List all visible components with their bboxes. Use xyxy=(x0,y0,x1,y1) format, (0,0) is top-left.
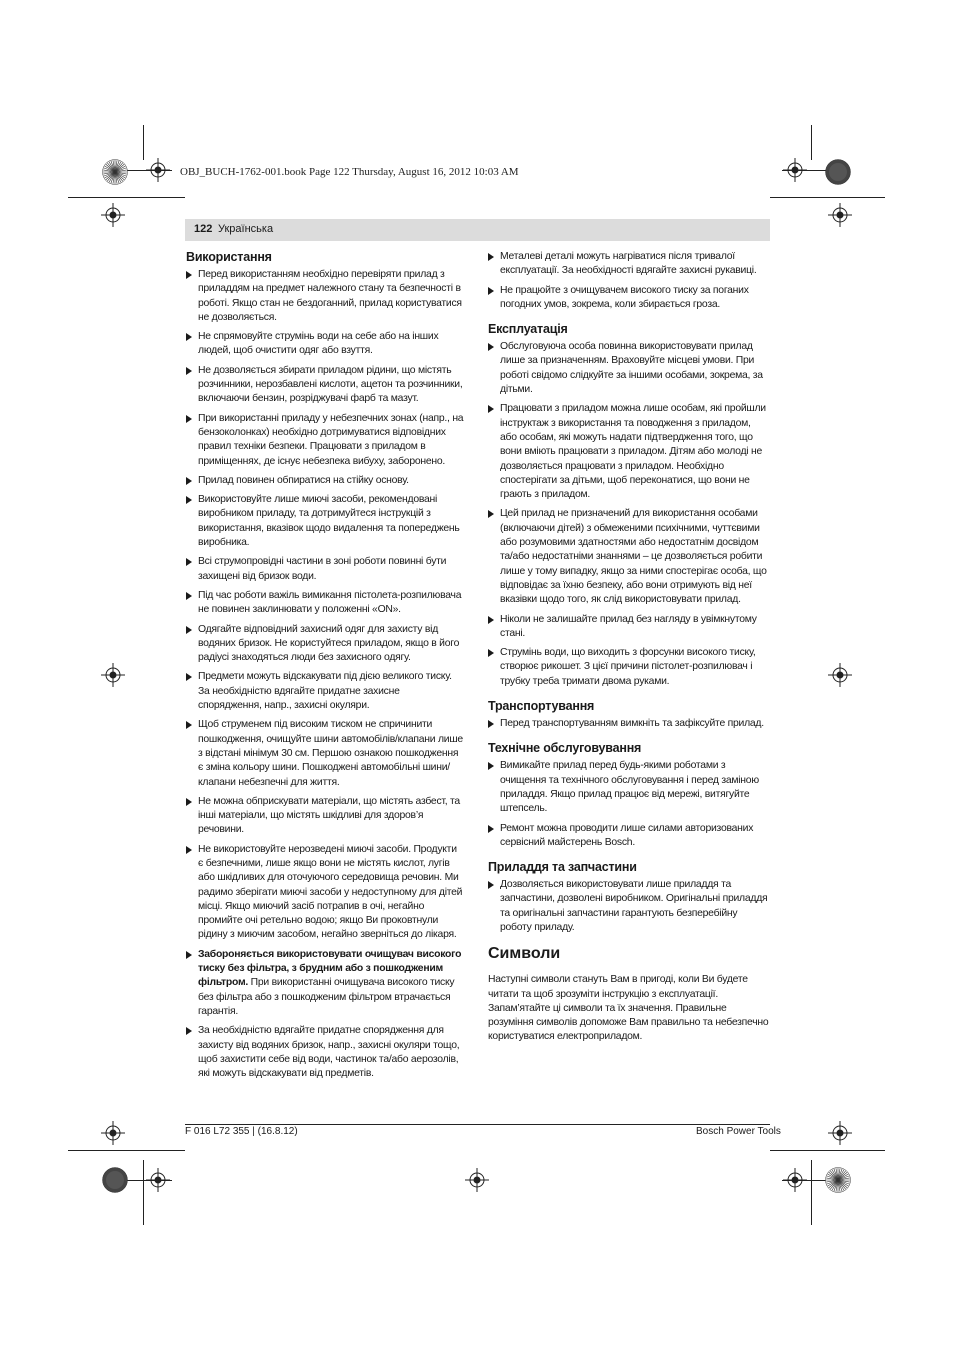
bullet-icon xyxy=(186,626,192,634)
bullet-icon xyxy=(186,415,192,423)
bullet-icon xyxy=(186,496,192,504)
bullet-icon xyxy=(488,616,494,624)
list-item: Цей прилад не призначений для використання особами (включаючи дітей) з обмеженими психічними, чуттєвими або розумовими здатностями або недостатнім досвідом та/або недостатніми знаннями – це дозволяється робити лише у тому випадку, якщо за ними спостерігає особа, що відповідає за їхню безпеку, або вони отримують від неї вказівки щодо того, як слід використовувати прилад. xyxy=(488,507,770,607)
bullet-icon xyxy=(488,287,494,295)
footer-code: F 016 L72 355 | (16.8.12) xyxy=(185,1126,298,1137)
bullet-icon xyxy=(488,343,494,351)
bullet-icon xyxy=(186,271,192,279)
crop-line xyxy=(68,1150,185,1151)
bullet-icon xyxy=(488,762,494,770)
registration-mark-icon xyxy=(146,1168,170,1192)
color-disc-icon xyxy=(102,1167,128,1193)
list-item: Не можна обприскувати матеріали, що містять азбест, та інші матеріали, що містять шкідливі для здоров’я речовини. xyxy=(186,795,464,838)
section-title-maintenance: Технічне обслуговування xyxy=(488,741,642,756)
section-title-transport: Транспортування xyxy=(488,699,595,714)
color-disc-icon xyxy=(102,159,128,185)
section-title-accessories: Приладдя та запчастини xyxy=(488,860,637,875)
right-column xyxy=(488,250,770,1045)
list-item: Не дозволяється збирати приладом рідини, що містять розчинники, нерозбавлені кислоти, ацетон та розчинники, включаючи бензин, розріджувачі фарб та мазут. xyxy=(186,364,464,407)
filter-warning-bold: Забороняється використовувати очищувач високого тиску без фільтра, з брудним або з пошкодженим фільтром. xyxy=(198,948,462,989)
bullet-icon xyxy=(186,798,192,806)
bullet-icon xyxy=(186,1027,192,1035)
section-title-use: Використання xyxy=(186,250,272,264)
bullet-icon xyxy=(186,477,192,485)
bullet-icon xyxy=(186,333,192,341)
transport-list xyxy=(488,717,770,731)
bullet-icon xyxy=(488,825,494,833)
left-column xyxy=(186,250,464,1086)
registration-mark-icon xyxy=(828,663,852,687)
operation-list xyxy=(488,340,770,689)
crop-line xyxy=(811,125,812,160)
list-item: Ремонт можна проводити лише силами авторизованих сервісний майстерень Bosch. xyxy=(488,822,770,851)
crop-line xyxy=(811,1160,812,1225)
list-item: Перед транспортуванням вимкніть та зафіксуйте прилад. xyxy=(488,717,770,731)
print-info-line: OBJ_BUCH-1762-001.book Page 122 Thursday, August 16, 2012 10:03 AM xyxy=(180,166,519,178)
bullet-icon xyxy=(186,721,192,729)
list-item: Перед використанням необхідно перевіряти прилад з приладдям на предмет належного стану та безпечності в роботі. Якщо стан не бездоганний, прилад користуватися не дозволяється. xyxy=(186,268,464,325)
bullet-icon xyxy=(488,253,494,261)
list-item: Використовуйте лише миючі засоби, рекомендовані виробником приладу, та дотримуйтеся інструкцій з використання, вказівок щодо видалення та попереджень виробника. xyxy=(186,493,464,550)
list-item: За необхідністю вдягайте придатне спорядження для захисту від водяних бризок, напр., захисні окуляри тощо, щоб захистити себе від води, частинок та/або аерозолів, які можуть відскакувати від предметів. xyxy=(186,1024,464,1081)
section-title-operation: Експлуатація xyxy=(488,322,568,337)
bullet-icon xyxy=(488,649,494,657)
bullet-icon xyxy=(186,673,192,681)
registration-mark-icon xyxy=(828,1121,852,1145)
registration-mark-icon xyxy=(101,663,125,687)
list-item: Струмінь води, що виходить з форсунки високого тиску, створює рикошет. З цієї причини пістолет-розпилювач і трубку треба тримати двома руками. xyxy=(488,646,770,689)
list-item: Одягайте відповідний захисний одяг для захисту від водяних бризок. Не користуйтеся приладом, якщо в його радіусі знаходяться люди без захисного одягу. xyxy=(186,623,464,666)
list-item: При використанні приладу у небезпечних зонах (напр., на бензоколонках) необхідно дотримуватися відповідних правил техніки безпеки. Працювати з приладом в приміщеннях, де існує небезпека вибуху, заборонено. xyxy=(186,412,464,469)
list-item: Металеві деталі можуть нагріватися після тривалої експлуатації. За необхідності вдягайте захисні рукавиці. xyxy=(488,250,770,279)
list-item: Працювати з приладом можна лише особам, які пройшли інструктаж з використання та поводження з приладом, або особам, які можуть надати підтвердження того, що вони вміють працювати з приладом. Дітям або молоді не дозволяється працювати з приладом. Необхідно спостерігати за дітьми, щоб переконатися, що вони не грають з приладом. xyxy=(488,402,770,502)
registration-mark-icon xyxy=(783,1168,807,1192)
list-item: Щоб струменем під високим тиском не спричинити пошкодження, очищуйте шини автомобілів/клапани лише з відстані мінімум 30 см. Першою ознакою пошкодження є зміна кольору шини. Пошкоджені автомобільні шини/клапани небезпечні для життя. xyxy=(186,718,464,789)
crop-line xyxy=(68,197,185,198)
registration-mark-icon xyxy=(783,158,807,182)
page-header xyxy=(185,219,770,241)
list-item: Вимикайте прилад перед будь-якими роботами з очищення та технічного обслуговування і перед заміною приладдя. Якщо прилад працює від мережі, витягуйте штепсель. xyxy=(488,759,770,816)
color-disc-icon xyxy=(825,159,851,185)
crop-line xyxy=(143,1160,144,1225)
bullet-icon xyxy=(186,846,192,854)
list-item: Всі струмопровідні частини в зоні роботи повинні бути захищені від бризок води. xyxy=(186,555,464,584)
accessories-list xyxy=(488,878,770,935)
list-item: Обслуговуюча особа повинна використовувати прилад лише за призначенням. Враховуйте місцеві умови. При роботі свідомо слідкуйте за іншими особами, зокрема, за дітьми. xyxy=(488,340,770,397)
bullet-icon xyxy=(186,558,192,566)
footer-rule xyxy=(185,1124,770,1125)
symbols-text: Наступні символи стануть Вам в пригоді, коли Ви будете читати та щоб зрозуміти інструкцію з експлуатації. Запам’ятайте ці символи та їх значення. Правильне розуміння символів допоможе Вам правильно та небезпечно користуватися електроприладом. xyxy=(488,974,769,1043)
use-list xyxy=(186,268,464,1081)
registration-mark-icon xyxy=(101,1121,125,1145)
list-item: Не спрямовуйте струмінь води на себе або на інших людей, щоб очистити одяг або взуття. xyxy=(186,330,464,359)
crop-line xyxy=(770,197,885,198)
list-item: Ніколи не залишайте прилад без нагляду в увімкнутому стані. xyxy=(488,613,770,642)
list-item-filter-warning: Забороняється використовувати очищувач високого тиску без фільтра, з брудним або з пошкодженим фільтром. При використанні очищувача високого тиску без фільтра або з пошкодженим фільтром втрачається гарантія. xyxy=(186,948,464,1019)
list-item: Дозволяється використовувати лише приладдя та запчастини, дозволені виробником. Оригінальні приладдя та оригінальні запчастини гарантують безперебійну роботу приладу. xyxy=(488,878,770,935)
bullet-icon xyxy=(186,367,192,375)
registration-mark-icon xyxy=(146,158,170,182)
list-item: Не працюйте з очищувачем високого тиску за поганих погодних умов, зокрема, коли збирається гроза. xyxy=(488,284,770,313)
language-label: Українська xyxy=(218,223,274,235)
list-item: Предмети можуть відскакувати під дією великого тиску. За необхідністю вдягайте придатне захисне спорядження, напр., захисні окуляри. xyxy=(186,670,464,713)
color-disc-icon xyxy=(825,1167,851,1193)
footer-brand: Bosch Power Tools xyxy=(696,1126,781,1137)
section-title-symbols: Символи xyxy=(488,945,561,963)
bullet-icon xyxy=(488,405,494,413)
list-item: Під час роботи важіль вимикання пістолета-розпилювача не повинен заклинювати у положенні «ON». xyxy=(186,589,464,618)
page-number: 122 xyxy=(194,223,213,235)
bullet-icon xyxy=(186,592,192,600)
bullet-icon xyxy=(186,951,192,959)
list-item: Не використовуйте нерозведені миючі засоби. Продукти є безпечними, лише якщо вони не містять кислот, лугів або шкідливих для оточуючого середовища речовин. Ми радимо зберігати миючі засоби у недоступному для дітей місці. Якщо миючий засіб потрапив в очі, негайно промийте очі ретельно водою; якщо Ви проковтнули рідину з миючим засобом, негайно зверніться до лікаря. xyxy=(186,843,464,943)
bullet-icon xyxy=(488,510,494,518)
registration-mark-icon xyxy=(465,1168,489,1192)
maintenance-list xyxy=(488,759,770,850)
crop-line xyxy=(143,125,144,160)
registration-mark-icon xyxy=(101,203,125,227)
crop-line xyxy=(770,1150,885,1151)
bullet-icon xyxy=(488,881,494,889)
bullet-icon xyxy=(488,720,494,728)
list-item: Прилад повинен обпиратися на стійку основу. xyxy=(186,474,464,488)
continued-list xyxy=(488,250,770,312)
registration-mark-icon xyxy=(828,203,852,227)
